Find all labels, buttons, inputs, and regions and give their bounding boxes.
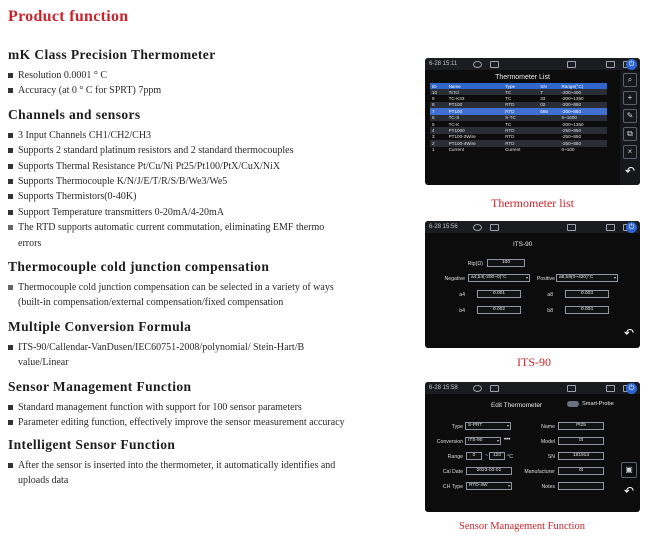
- table-cell: -250~850: [559, 127, 607, 133]
- a4-input[interactable]: 0.001: [477, 290, 521, 298]
- its90-screen: [425, 221, 640, 348]
- table-cell: 7: [430, 108, 447, 114]
- table-cell: -200~400: [559, 89, 607, 95]
- notes-label: Notes: [541, 484, 555, 490]
- table-cell: TC: [503, 89, 538, 95]
- cal-date-label: Cal Date: [442, 469, 463, 475]
- manufacturer-label: Manufacturer: [524, 469, 555, 475]
- b4-input[interactable]: 0.002: [477, 306, 521, 314]
- type-select[interactable]: [465, 422, 511, 430]
- table-row[interactable]: [430, 147, 607, 153]
- feature-item: Resolution 0.0001 ° C: [8, 68, 418, 83]
- table-cell: 3: [432, 134, 435, 140]
- usb-icon: [490, 61, 499, 68]
- notes-input[interactable]: [558, 482, 604, 490]
- feature-item: The RTD supports automatic current commutation, eliminating EMF thermo errors: [8, 220, 348, 251]
- section-heading: Thermocouple cold junction compensation: [8, 259, 270, 275]
- table-cell: TC: [505, 96, 512, 102]
- feature-item: Supports Thermal Resistance Pt/Cu/Ni Pt25/Pt100/PtX/CuX/NiX: [8, 159, 418, 174]
- sn-input[interactable]: 181913: [558, 452, 604, 460]
- table-cell: -200~1350: [561, 121, 584, 127]
- table-cell: TcTcl: [447, 89, 504, 95]
- smart-probe-label: Smart-Probe: [582, 401, 614, 407]
- table-cell: TC-K33: [448, 96, 465, 102]
- power-icon[interactable]: ⏻: [626, 59, 637, 70]
- table-cell: 666: [538, 108, 559, 114]
- cal-date-input[interactable]: 2023-03-01: [466, 467, 512, 475]
- range-unit: °C: [507, 454, 513, 460]
- table-cell: 6: [430, 115, 447, 121]
- range-to-input[interactable]: 120: [489, 452, 505, 460]
- positive-label: Positive: [536, 276, 555, 282]
- rtp-input[interactable]: 100: [487, 259, 525, 267]
- list-title: Thermometer List: [495, 74, 550, 81]
- range-label: Range: [447, 454, 463, 460]
- table-cell: PT100-4Wire: [447, 140, 504, 146]
- col-type: Type: [503, 83, 538, 89]
- wifi-icon: [473, 61, 482, 68]
- type-label: Type: [451, 424, 463, 430]
- table-cell: PT100: [447, 108, 504, 114]
- feature-list: [8, 44, 418, 488]
- table-cell: -200~850: [559, 108, 607, 114]
- caption-thermometer-list: Thermometer list: [491, 196, 574, 210]
- more-icon[interactable]: •••: [504, 437, 511, 443]
- feature-item: Supports Thermocouple K/N/J/E/T/R/S/B/We3/We5: [8, 174, 418, 189]
- rtp-label: Rtp(Ω): [467, 261, 483, 267]
- table-cell: TC-K: [448, 121, 460, 127]
- b8-input[interactable]: 0.004: [565, 306, 609, 314]
- lock-icon: [567, 385, 576, 392]
- range-separator: ~: [484, 453, 488, 459]
- back-icon[interactable]: ↶: [624, 164, 636, 178]
- copy-icon[interactable]: ⧉: [623, 127, 637, 141]
- status-bar: [425, 58, 640, 70]
- col-range: Range(°C): [559, 83, 607, 89]
- status-bar: [425, 221, 640, 233]
- table-cell: 0~100: [561, 147, 575, 153]
- feature-item: Accuracy (at 0 ° C for SPRT) 7ppm: [8, 83, 418, 98]
- feature-item: Parameter editing function, effectively improve the sensor measurement accuracy: [8, 415, 368, 430]
- table-cell: -200~850: [559, 102, 607, 108]
- table-cell: RTD: [505, 134, 515, 140]
- chevron-down-icon: ▾: [506, 423, 509, 428]
- feature-item: 3 Input Channels CH1/CH2/CH3: [8, 128, 418, 143]
- power-icon[interactable]: ⏻: [626, 222, 637, 233]
- caption-its90: ITS-90: [517, 355, 551, 369]
- feature-item: After the sensor is inserted into the thermometer, it automatically identifies and uploads data: [8, 458, 338, 489]
- manufacturer-input[interactable]: 0t: [558, 467, 604, 475]
- table-cell: S-TC: [503, 115, 538, 121]
- lock-icon: [567, 224, 576, 231]
- table-cell: RTD: [503, 127, 538, 133]
- chevron-down-icon: ▾: [525, 275, 528, 280]
- sn-label: SN: [547, 454, 555, 460]
- wifi-icon: [473, 385, 482, 392]
- name-input[interactable]: Pt25: [558, 422, 604, 430]
- a8-input[interactable]: 0.003: [565, 290, 609, 298]
- status-bar: [425, 382, 640, 394]
- screen-title: Edit Thermometer: [491, 402, 543, 409]
- section-heading: Intelligent Sensor Function: [8, 436, 176, 452]
- table-cell: Current: [505, 147, 521, 153]
- clock: 6-28 15:11: [429, 61, 458, 67]
- chevron-down-icon: ▾: [613, 275, 616, 280]
- table-cell: -250~850: [559, 140, 607, 146]
- table-cell: 5: [432, 121, 435, 127]
- table-cell: RTD: [503, 102, 538, 108]
- model-input[interactable]: 0t: [558, 437, 604, 445]
- negative-select[interactable]: [468, 274, 530, 282]
- table-cell: Current: [448, 147, 464, 153]
- conversion-value: ITS-90: [468, 438, 483, 443]
- feature-item: Supports 2 standard platinum resistors and 2 standard thermocouples: [8, 143, 418, 158]
- feature-item: Standard management function with support for 100 sensor parameters: [8, 400, 418, 415]
- caption-sensor-management: Sensor Management Function: [459, 521, 585, 532]
- table-cell: PT1000: [447, 127, 504, 133]
- usb-icon: [490, 385, 499, 392]
- edit-icon[interactable]: ✎: [623, 109, 637, 123]
- a4-label: a4: [459, 292, 465, 298]
- table-cell: PT100: [447, 102, 504, 108]
- table-cell: -200~1350: [561, 96, 584, 102]
- col-name: Name: [447, 83, 504, 89]
- new-file-icon[interactable]: +: [623, 91, 637, 105]
- ch-type-label: CH Type: [442, 484, 463, 490]
- table-cell: T: [538, 89, 559, 95]
- table-cell: 1: [432, 147, 435, 153]
- table-cell: 33: [540, 96, 546, 102]
- table-cell: TC-S: [447, 115, 504, 121]
- type-value: S-PRT: [468, 423, 483, 428]
- model-label: Model: [540, 439, 555, 445]
- feature-item: Thermocouple cold junction compensation can be selected in a variety of ways (built-in compensation/external compensation/fixed compensation: [8, 280, 353, 311]
- table-cell: 5~1600: [559, 115, 607, 121]
- screen-title: ITS-90: [513, 241, 533, 248]
- table-cell: -250~850: [561, 134, 582, 140]
- table-cell: 02: [538, 102, 559, 108]
- clock: 6-28 15:58: [429, 385, 458, 391]
- back-icon[interactable]: ↶: [623, 484, 635, 498]
- col-id: ID: [430, 83, 447, 89]
- save-icon: [606, 385, 615, 392]
- ch-type-select[interactable]: [466, 482, 512, 490]
- positive-value: a8,b8(0~420)°C: [559, 275, 594, 280]
- feature-item: ITS-90/Callendar-VanDusen/IEC60751-2008/polynomial/ Stein-Hart/B value/Linear: [8, 340, 308, 371]
- b8-label: b8: [547, 308, 553, 314]
- table-cell: TC: [505, 121, 512, 127]
- save-icon: [606, 224, 615, 231]
- save-icon[interactable]: ▣: [621, 462, 637, 478]
- table-cell: 9: [432, 96, 435, 102]
- side-toolbar: [620, 71, 640, 185]
- positive-select[interactable]: [556, 274, 618, 282]
- table-cell: RTD: [503, 108, 538, 114]
- chevron-down-icon: ▾: [496, 438, 499, 443]
- section-heading: Multiple Conversion Formula: [8, 318, 192, 334]
- back-icon[interactable]: ↶: [623, 326, 635, 340]
- negative-value: a4,b4(-200~0)°C: [471, 275, 507, 280]
- delete-icon[interactable]: ×: [623, 145, 637, 159]
- table-cell: RTD: [503, 140, 538, 146]
- feature-item: Support Temperature transmitters 0-20mA/4-20mA: [8, 205, 418, 220]
- table-cell: 8: [430, 102, 447, 108]
- conversion-label: Conversion: [436, 439, 463, 445]
- usb-icon: [490, 224, 499, 231]
- table-cell: 10: [430, 89, 447, 95]
- page-title: Product function: [8, 8, 129, 25]
- table-cell: 2: [430, 140, 447, 146]
- power-icon[interactable]: ⏻: [626, 383, 637, 394]
- section-heading: mK Class Precision Thermometer: [8, 47, 216, 62]
- save-icon: [606, 61, 615, 68]
- table-cell: [538, 147, 559, 153]
- table-cell: PT100-3Wire: [448, 134, 476, 140]
- smart-probe-toggle[interactable]: [567, 401, 579, 407]
- a8-label: a8: [547, 292, 553, 298]
- section-heading: Channels and sensors: [8, 106, 141, 122]
- clock: 6-28 15:56: [429, 224, 458, 230]
- table-cell: 4: [430, 127, 447, 133]
- chevron-down-icon: ▾: [507, 483, 510, 488]
- thermometer-table: [430, 83, 607, 153]
- lock-icon: [567, 61, 576, 68]
- b4-label: b4: [459, 308, 465, 314]
- ch-type-value: RTD-4W: [469, 483, 488, 488]
- col-sn: SN: [538, 83, 559, 89]
- wifi-icon: [473, 224, 482, 231]
- feature-item: Supports Thermistors(0-40K): [8, 189, 418, 204]
- thermometer-list-screen: [425, 58, 640, 185]
- range-from-input[interactable]: 0: [466, 452, 482, 460]
- edit-thermometer-screen: [425, 382, 640, 512]
- search-icon[interactable]: ⌕: [623, 73, 637, 87]
- negative-label: Negative: [444, 276, 465, 282]
- conversion-select[interactable]: [465, 437, 501, 445]
- section-heading: Sensor Management Function: [8, 378, 192, 394]
- name-label: Name: [541, 424, 555, 430]
